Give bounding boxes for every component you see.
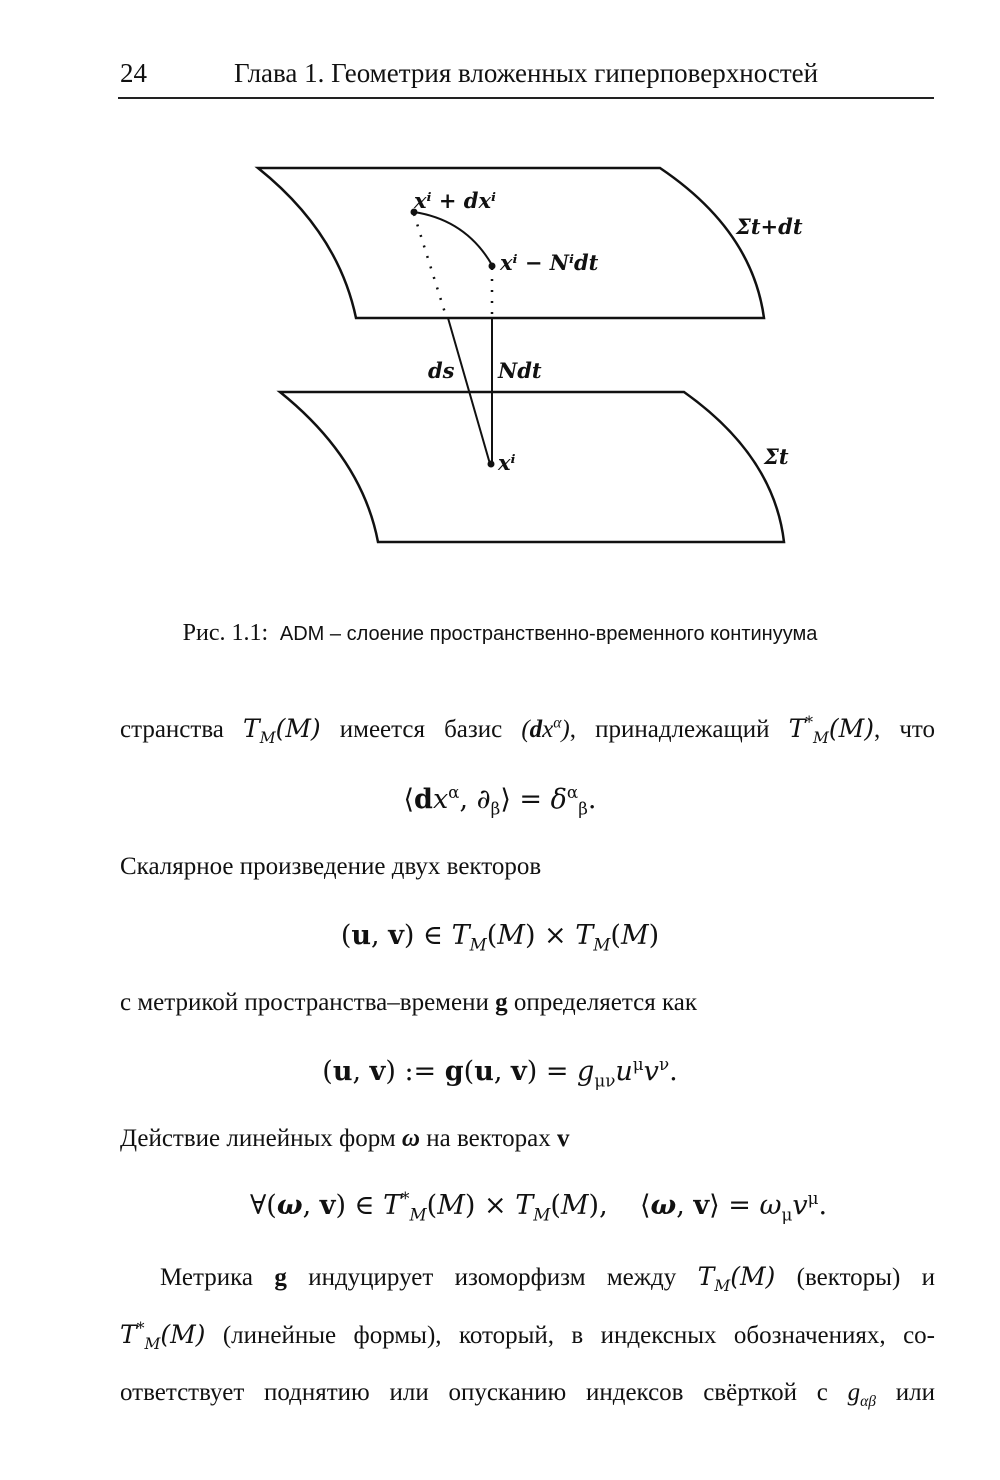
math-dx-alpha: $(dx^\alpha)$ [521, 714, 570, 743]
label-x-minus-Ndt: xⁱ − Nⁱdt [500, 250, 599, 275]
shift-curve [414, 212, 492, 265]
math-v: v [557, 1125, 570, 1152]
paragraph-isomorphism-line3 [120, 1378, 935, 1408]
label-sigma-t-dt: Σt+dt [736, 214, 803, 239]
math-TM: $T_M(M)$ [243, 714, 321, 747]
p5-text-a: Метрика [160, 1264, 253, 1291]
math-g-2: g [274, 1264, 287, 1291]
equation-duality: $⟨dx^\alpha$, $\partial_\beta⟩ = \delta^\alpha_\beta$. [403, 782, 597, 819]
upper-hypersurface [258, 168, 764, 318]
math-g-alpha-beta: $g_{\alpha\beta}$ [847, 1379, 877, 1410]
paragraph-isomorphism-line1 [120, 1262, 935, 1293]
label-x-plus-dx: xⁱ + dxⁱ [414, 188, 496, 213]
paragraph-basis [120, 714, 935, 745]
label-sigma-t: Σt [764, 444, 789, 469]
running-title: Глава 1. Геометрия вложенных гиперповерхностей [234, 58, 819, 88]
p1-text-start: странства [120, 716, 224, 743]
p3-text-start: с метрикой пространства–времени [120, 989, 489, 1016]
paragraph-metric [120, 988, 935, 1018]
dotted-line-left [414, 214, 446, 316]
math-TM-star: $T^*_M(M)$ [788, 713, 875, 747]
p1-text-mid2: , принадлежащий [569, 716, 770, 743]
p5-text-b: индуцирует изоморфизм между [308, 1264, 677, 1291]
p3-text-end: определяется как [513, 989, 697, 1016]
page-number: 24 [120, 58, 147, 88]
adm-foliation-figure [240, 150, 820, 560]
paragraph-scalar-product: Скалярное произведение двух векторов [120, 853, 542, 880]
caption-text: ADM – слоение пространственно-временного континуума [279, 623, 818, 645]
label-ds: ds [428, 358, 455, 383]
math-g: g [495, 989, 508, 1016]
p1-text-mid: имеется базис [339, 716, 503, 743]
p4-text-start: Действие линейных форм [120, 1125, 396, 1152]
p4-text-end: на векторах [426, 1125, 551, 1152]
lower-hypersurface [280, 392, 784, 542]
math-TM-star-2: $T^*_M(M)$ [120, 1319, 206, 1353]
equation-vector-pair: (u, v) ∈ $T_M(M) \times T_M(M)$ [340, 920, 660, 955]
paragraph-isomorphism-line2 [120, 1320, 935, 1351]
p5-text-c: (векторы) и [796, 1264, 936, 1291]
p5-text-line3-end: или [895, 1379, 935, 1406]
p1-text-end: , что [874, 716, 936, 743]
equation-metric-definition: (u, v) := g(u, $v) = g_{\mu\nu}u^\mu v^\nu$. [322, 1054, 678, 1091]
label-Ndt: Ndt [498, 358, 542, 383]
p5-text-line2: (линейные формы), который, в индексных обозначениях, со- [222, 1322, 935, 1349]
figure-caption [0, 620, 1000, 647]
caption-label: Рис. 1.1: [182, 620, 269, 646]
page-header [118, 58, 934, 100]
math-TM-2: $T_M(M)$ [697, 1262, 776, 1295]
header-rule [118, 97, 934, 99]
paragraph-linear-forms [120, 1124, 935, 1154]
book-page: 24 Глава 1. Геометрия вложенных гиперповерхностей xⁱ + dxⁱ xⁱ − Nⁱdt Σt+dt ds Ndt xⁱ Σt Рис. 1.1: ADM – слоение пространственно-временного континуума странства $T_M(M)$ имеется базис $(dx^\alpha)$, принадлежащий $T^*_M(M)$, что $⟨dx^\alpha$, $\partial_\beta⟩ = \delta^\alpha_\beta$. Скалярное произведение двух векторов (u, v) ∈ $T_M(M) \times T_M(M)$ с метрикой пространства–времени g определяется как (u, v) := g(u, $v) = g_{\mu\nu}u^\mu v^\nu$. Действие линейных форм ω на векторах v ∀(ω, v) ∈ $T^*_M(M) \times T_M(M)$, ⟨ω, v⟩ = $\omega_\mu v^\mu$. Метрика g индуцирует изоморфизм между $T_M(M)$ (векторы) и $T^*_M(M)$ (линейные формы), который, в индексных обозначениях, со- ответствует поднятию или опусканию индексов свёрткой с $g_{\alpha\beta}$ или [0, 0, 1000, 1480]
math-omega: ω [401, 1125, 421, 1152]
point-x [488, 461, 495, 468]
label-x: xⁱ [498, 450, 516, 475]
point-x-minus-Ndt [489, 263, 496, 270]
p5-text-line3: ответствует поднятию или опусканию индексов свёрткой с [120, 1379, 828, 1406]
